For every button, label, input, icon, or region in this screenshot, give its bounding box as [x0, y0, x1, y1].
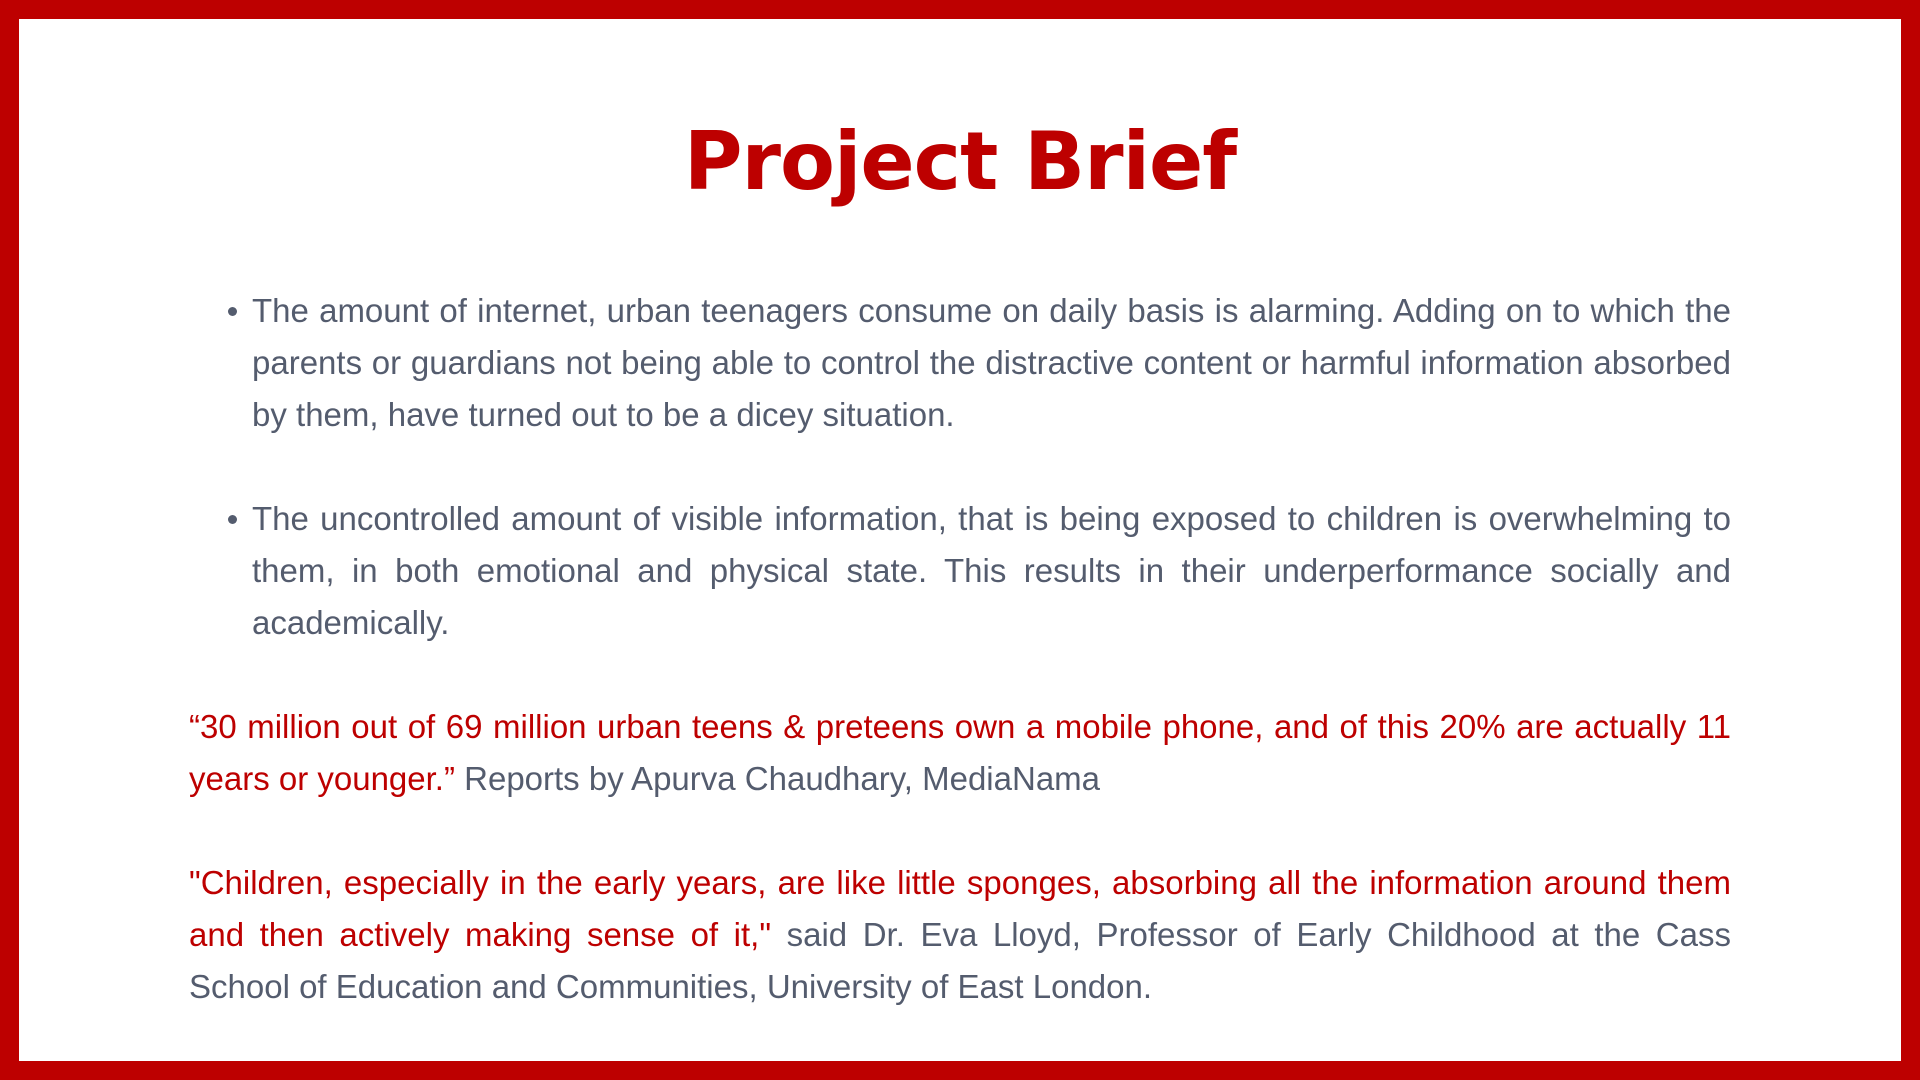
page-title: Project Brief [683, 115, 1237, 208]
quote-block [189, 701, 1731, 805]
bullet-dot-icon [228, 307, 237, 316]
quote-attribution: said Dr. Eva Lloyd, Professor of Early Childhood at the Cass School of Education and Communities, University of East London. [189, 916, 1731, 1005]
slide-content [189, 285, 1731, 1065]
quote-attribution: Reports by Apurva Chaudhary, MediaNama [454, 760, 1101, 797]
quote-block [189, 857, 1731, 1013]
bullet-text: The uncontrolled amount of visible information, that is being exposed to children is overwhelming to them, in both emotional and physical state. This results in their underperformance socially and academically. [252, 500, 1731, 641]
bullet-list [189, 285, 1731, 649]
bullet-item [189, 285, 1731, 441]
bullet-item [189, 493, 1731, 649]
quote-text: "Children, especially in the early years, are like little sponges, absorbing all the information around them and then actively making sense of it," [189, 864, 1731, 953]
quote-text: “30 million out of 69 million urban teens & preteens own a mobile phone, and of this 20% are actually 11 years or younger.” [189, 708, 1731, 797]
bullet-text: The amount of internet, urban teenagers consume on daily basis is alarming. Adding on to which the parents or guardians not being able to control the distractive content or harmful information absorbed by them, have turned out to be a dicey situation. [252, 292, 1731, 433]
bullet-dot-icon [228, 515, 237, 524]
